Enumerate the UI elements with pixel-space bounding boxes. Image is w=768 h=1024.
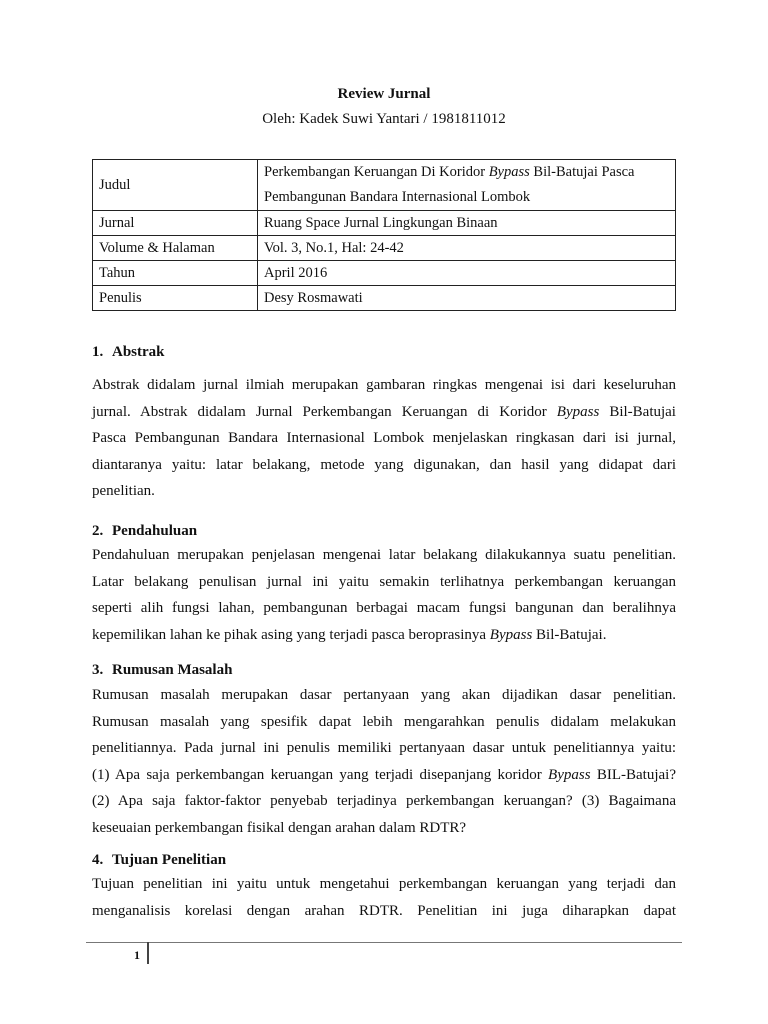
table-key: Judul — [93, 160, 258, 211]
section-heading-rumusan-masalah: 3. Rumusan Masalah — [92, 662, 233, 678]
table-key: Penulis — [93, 286, 258, 311]
section-body-tujuan-penelitian: Tujuan penelitian ini yaitu untuk mengetahui perkembangan keruangan yang terjadi dan menganalisis korelasi dengan arahan RDTR. Penelitian ini juga diharapkan dapat — [92, 876, 676, 919]
document-title: Review Jurnal — [337, 86, 431, 102]
section-body-pendahuluan: Pendahuluan merupakan penjelasan mengenai latar belakang dilakukannya suatu penelitian. Latar belakang penulisan jurnal ini yaitu semakin terlihatnya perkembangan keruangan seperti alih fungsi lahan, pembangunan berbagai macam fungsi bangunan dan beralihnya kepemilikan lahan ke pihak asing yang terjadi pasca beroprasinya Bypass Bil-Batujai. — [92, 547, 676, 643]
table-row — [93, 261, 676, 286]
section-heading-pendahuluan: 2. Pendahuluan — [92, 523, 198, 539]
table-value-title: Perkembangan Keruangan Di Koridor Bypass Bil-Batujai Pasca Pembangunan Bandara Internasional Lombok — [258, 160, 676, 211]
section-heading-tujuan-penelitian: 4. Tujuan Penelitian — [92, 852, 227, 868]
document-author: Oleh: Kadek Suwi Yantari / 1981811012 — [262, 111, 506, 127]
table-key: Jurnal — [93, 211, 258, 236]
journal-info-table — [92, 159, 676, 311]
table-row — [93, 236, 676, 261]
table-key: Tahun — [93, 261, 258, 286]
page-number: 1 — [134, 948, 140, 962]
footer-divider — [86, 942, 682, 943]
table-row — [93, 211, 676, 236]
table-value: Vol. 3, No.1, Hal: 24-42 — [258, 236, 676, 261]
table-row — [93, 286, 676, 311]
table-row — [93, 160, 676, 211]
table-value: Desy Rosmawati — [258, 286, 676, 311]
section-heading-abstrak: 1. Abstrak — [92, 344, 165, 360]
table-key: Volume & Halaman — [93, 236, 258, 261]
footer-vertical-rule — [147, 942, 149, 964]
section-body-abstrak: Abstrak didalam jurnal ilmiah merupakan gambaran ringkas mengenai isi dari keseluruhan jurnal. Abstrak didalam Jurnal Perkembangan Keruangan di Koridor Bypass Bil-Batujai Pasca Pembangunan Bandara Internasional Lombok menjelaskan ringkasan dari isi jurnal, diantaranya yaitu: latar belakang, metode yang digunakan, dan hasil yang didapat dari penelitian. — [92, 377, 676, 499]
table-value: Ruang Space Jurnal Lingkungan Binaan — [258, 211, 676, 236]
table-value: April 2016 — [258, 261, 676, 286]
section-body-rumusan-masalah: Rumusan masalah merupakan dasar pertanyaan yang akan dijadikan dasar penelitian. Rumusan masalah yang spesifik dapat lebih mengarahkan penulis didalam melakukan penelitiannya. Pada jurnal ini penulis memiliki pertanyaan dasar untuk penelitiannya yaitu: (1) Apa saja perkembangan keruangan yang terjadi disepanjang koridor Bypass BIL-Batujai? (2) Apa saja faktor-faktor penyebab terjadinya perkembangan keruangan? (3) Bagaimana keseuaian perkembangan fisikal dengan arahan dalam RDTR? — [92, 687, 677, 836]
